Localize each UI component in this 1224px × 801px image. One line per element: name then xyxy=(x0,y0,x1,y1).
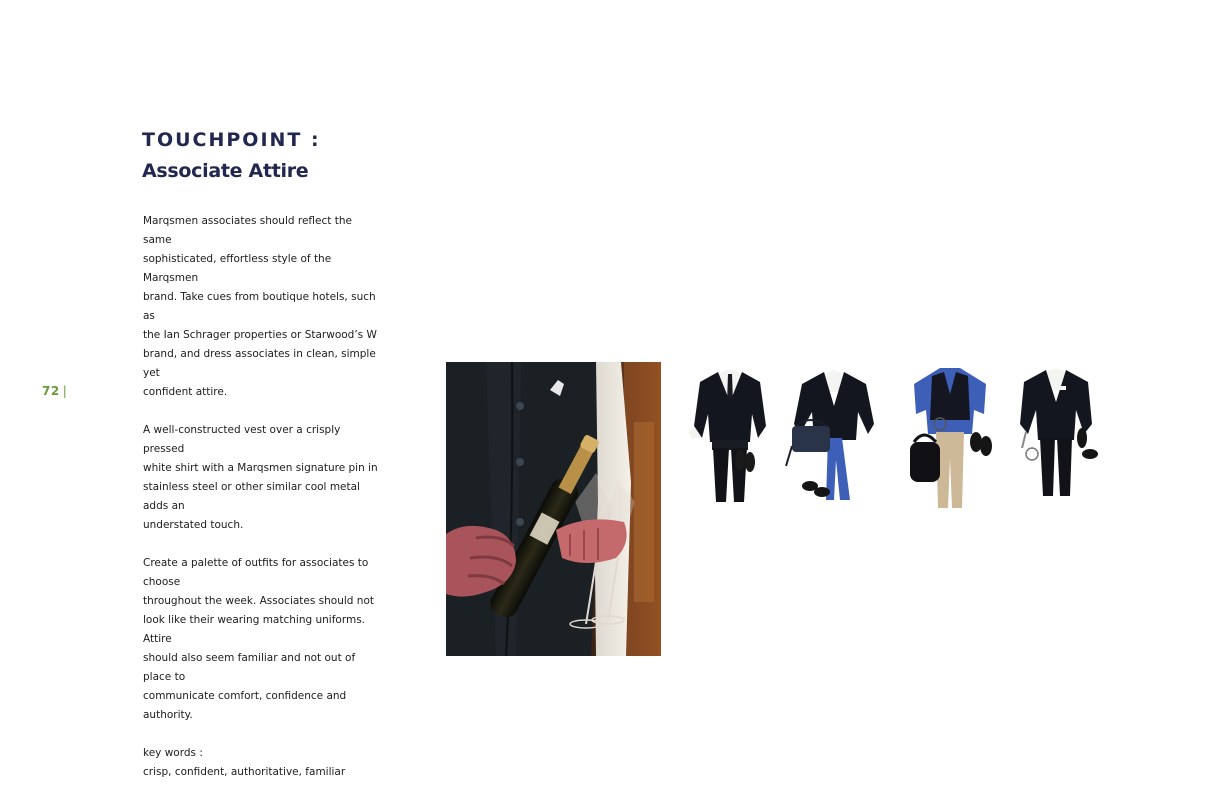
paragraph-intro: Marqsmen associates should reflect the same sophisticated, effortless style of the Marqsmen brand. Take cues from boutique hotels, such as the Ian Schrager properties or Starwood’s W brand, and dress associates in clean, simple yet confident attire. xyxy=(143,215,377,398)
paragraph-vest: A well-constructed vest over a crisply pressed white shirt with a Marqsmen signature pin in stainless steel or other similar cool metal adds an understated touch. xyxy=(143,424,378,531)
page-number-separator: | xyxy=(62,384,68,398)
outfit-suit-tie xyxy=(680,362,780,512)
keywords-list: crisp, confident, authoritative, familiar xyxy=(143,766,346,778)
page-number xyxy=(42,384,67,398)
waiter-champagne-photo xyxy=(446,362,661,656)
outfit-blazer-jeans-bag xyxy=(784,362,884,512)
page-number-value: 72 xyxy=(42,384,60,398)
body-copy xyxy=(143,212,383,801)
outfit-vest-khakis-backpack xyxy=(900,362,1000,512)
page-title: Associate Attire xyxy=(142,160,309,182)
keywords-label: key words : xyxy=(143,747,203,759)
heading-block xyxy=(142,128,321,186)
paragraph-palette: Create a palette of outfits for associates to choose throughout the week. Associates should not look like their wearing matching uniforms. Attire should also seem familiar and not out of place to communicate comfort, confidence and authority. xyxy=(143,557,374,721)
section-eyebrow: TOUCHPOINT : xyxy=(142,129,321,151)
outfit-suit-accessories xyxy=(1008,362,1108,512)
